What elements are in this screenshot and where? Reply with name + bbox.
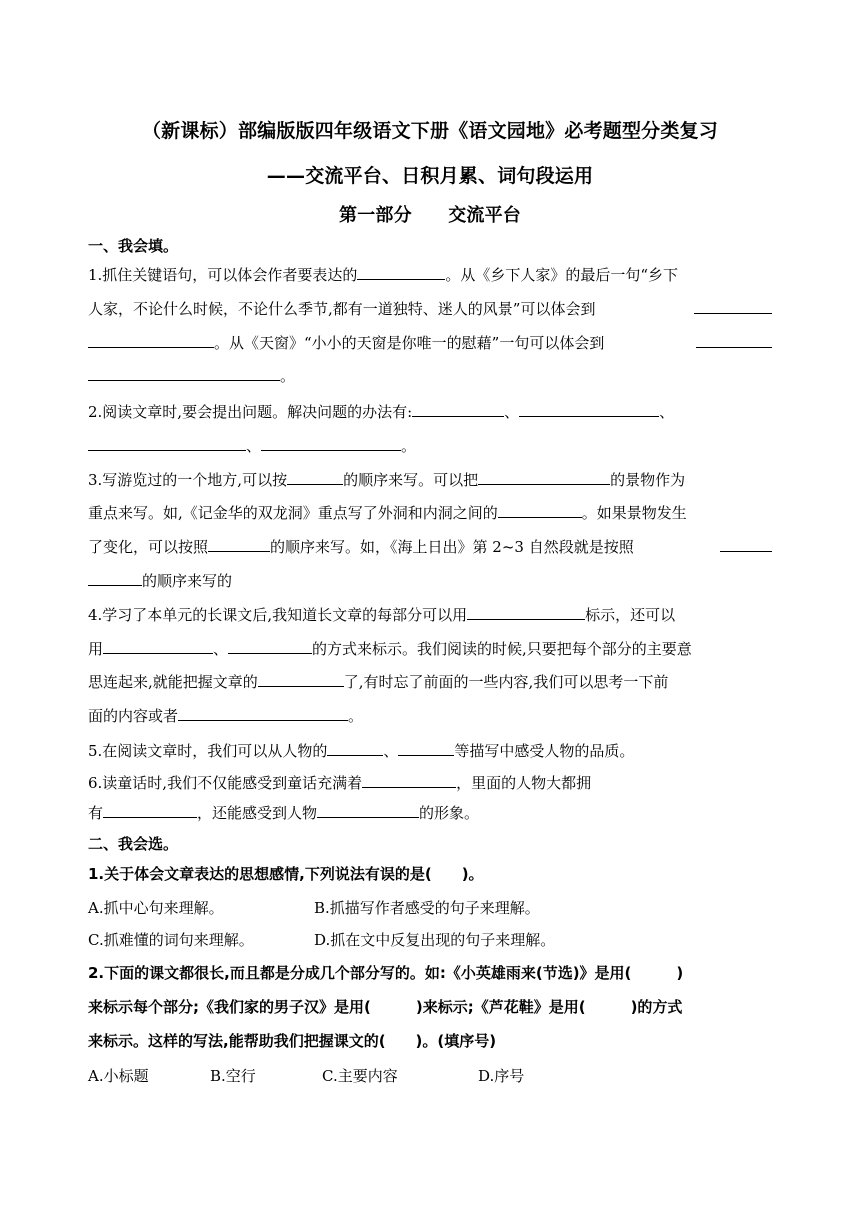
option-d[interactable]: D.序号 [478, 1067, 525, 1085]
answer-blank[interactable] [412, 402, 504, 417]
answer-blank[interactable] [178, 706, 348, 721]
q3-text-h: 的顺序来写的 [142, 572, 233, 590]
q4-text-b: 标示，还可以 [585, 606, 676, 624]
option-a[interactable]: A.小标题 [88, 1067, 149, 1085]
question-4-line-2 [88, 639, 772, 659]
q3-text-c: 的景物作为 [610, 471, 686, 489]
answer-blank[interactable] [88, 436, 246, 451]
question-3-line-4 [88, 571, 772, 591]
q1-text-c: 人家，不论什么时候，不论什么季节,都有一道独特、迷人的风景”可以体会到 [88, 300, 596, 318]
question-4-line-3 [88, 672, 772, 692]
choice-question-2-options [88, 1066, 772, 1086]
q2-text-a: 2.阅读文章时,要会提出问题。解决问题的办法有: [88, 403, 413, 421]
answer-blank[interactable] [398, 741, 454, 756]
answer-blank[interactable] [208, 537, 270, 552]
choice-question-1-options-row-1 [88, 898, 772, 918]
question-1-line-3 [88, 333, 772, 353]
answer-blank[interactable] [88, 366, 280, 381]
answer-blank[interactable] [88, 571, 142, 586]
q4-text-i: 。 [348, 707, 364, 725]
question-6-line-1 [88, 773, 772, 793]
q6-text-b: ，里面的人物大都拥 [456, 774, 592, 792]
q2-sep: 、 [659, 403, 675, 421]
choice-question-2-line-2: 来标示每个部分;《我们家的男子汉》是用( )来标示;《芦花鞋》是用( )的方式 [88, 998, 683, 1016]
question-2-line-1 [88, 402, 772, 422]
document-subtitle: ——交流平台、日积月累、词句段运用 [266, 165, 594, 187]
question-6-line-2 [88, 803, 772, 823]
question-2-line-2 [88, 436, 772, 456]
choice-question-1-stem: 1.关于体会文章表达的思想感情,下列说法有误的是( )。 [88, 865, 484, 883]
choice-question-2-line-1: 2.下面的课文都很长,而且都是分成几个部分写的。如:《小英雄雨来(节选)》是用( ) [88, 964, 684, 982]
q3-text-g: 的顺序来写。如，《海上日出》第 2~3 自然段就是按照 [270, 538, 634, 556]
q6-text-e: 的形象。 [419, 804, 480, 822]
q4-text-g: 了,有时忘了前面的一些内容,我们可以思考一下前 [343, 673, 669, 691]
option-b[interactable]: B.空行 [210, 1067, 256, 1085]
q5-text-c: 等描写中感受人物的品质。 [454, 742, 635, 760]
q3-text-e: 。如果景物发生 [581, 504, 687, 522]
question-5-line-1 [88, 741, 772, 761]
q1-text-e: 。 [280, 367, 296, 385]
q3-text-b: 的顺序来写。可以把 [343, 471, 479, 489]
q5-text-a: 5.在阅读文章时，我们可以从人物的 [88, 742, 328, 760]
choice-question-1-options-row-2 [88, 930, 772, 950]
option-b[interactable]: B.抓描写作者感受的句子来理解。 [314, 899, 540, 917]
q1-text-b: 。从《乡下人家》的最后一句“乡下 [445, 266, 678, 284]
q6-text-d: ，还能感受到人物 [197, 804, 318, 822]
section-heading-choice: 二、我会选。 [88, 835, 179, 853]
q6-text-c: 有 [88, 804, 104, 822]
document-title: （新课标）部编版版四年级语文下册《语文园地》必考题型分类复习 [141, 120, 718, 142]
answer-blank[interactable] [103, 803, 197, 818]
q4-text-f: 思连起来,就能把握文章的 [88, 673, 258, 691]
answer-blank[interactable] [362, 773, 456, 788]
q1-text-a: 1.抓住关键语句，可以体会作者要表达的 [88, 266, 358, 284]
q4-text-h: 面的内容或者 [88, 707, 179, 725]
question-1-line-1 [88, 265, 772, 285]
question-3-line-3 [88, 537, 772, 557]
answer-blank[interactable] [88, 333, 214, 348]
question-4-line-1 [88, 605, 772, 625]
q2-sep: 、 [246, 437, 262, 455]
q4-text-a: 4.学习了本单元的长课文后,我知道长文章的每部分可以用 [88, 606, 468, 624]
answer-blank[interactable] [478, 470, 610, 485]
answer-blank[interactable] [498, 503, 582, 518]
answer-blank[interactable] [696, 333, 772, 348]
q5-text-b: 、 [383, 742, 399, 760]
answer-blank[interactable] [720, 537, 772, 552]
q4-text-c: 用 [88, 640, 104, 658]
answer-blank[interactable] [327, 741, 383, 756]
answer-blank[interactable] [228, 639, 312, 654]
question-1-line-2 [88, 299, 772, 319]
answer-blank[interactable] [261, 436, 401, 451]
q1-text-d: 。从《天窗》“小小的天窗是你唯一的慰藉”一句可以体会到 [214, 334, 605, 352]
q4-text-e: 的方式来标示。我们阅读的时候,只要把每个部分的主要意 [312, 640, 692, 658]
answer-blank[interactable] [317, 803, 419, 818]
q3-text-d: 重点来写。如,《记金华的双龙洞》重点写了外洞和内洞之间的 [88, 504, 498, 522]
option-d[interactable]: D.抓在文中反复出现的句子来理解。 [314, 931, 556, 949]
choice-question-2-line-3: 来标示。这样的写法,能帮助我们把握课文的( )。(填序号) [88, 1032, 497, 1050]
answer-blank[interactable] [287, 470, 343, 485]
q2-sep: 、 [504, 403, 520, 421]
question-3-line-1 [88, 470, 772, 490]
part-title: 第一部分 交流平台 [339, 205, 521, 226]
option-c[interactable]: C.主要内容 [322, 1067, 398, 1085]
question-4-line-4 [88, 706, 772, 726]
option-a[interactable]: A.抓中心句来理解。 [88, 899, 224, 917]
section-heading-fill: 一、我会填。 [88, 237, 179, 255]
q6-text-a: 6.读童话时,我们不仅能感受到童话充满着 [88, 774, 363, 792]
answer-blank[interactable] [103, 639, 213, 654]
q2-end: 。 [401, 437, 417, 455]
q4-text-d: 、 [213, 640, 229, 658]
answer-blank[interactable] [467, 605, 585, 620]
option-c[interactable]: C.抓难懂的词句来理解。 [88, 931, 254, 949]
q3-text-f: 了变化，可以按照 [88, 538, 209, 556]
answer-blank[interactable] [519, 402, 659, 417]
answer-blank[interactable] [357, 265, 445, 280]
question-1-line-4 [88, 366, 772, 386]
q3-text-a: 3.写游览过的一个地方,可以按 [88, 471, 288, 489]
question-3-line-2 [88, 503, 772, 523]
answer-blank[interactable] [258, 672, 344, 687]
answer-blank[interactable] [694, 299, 772, 314]
